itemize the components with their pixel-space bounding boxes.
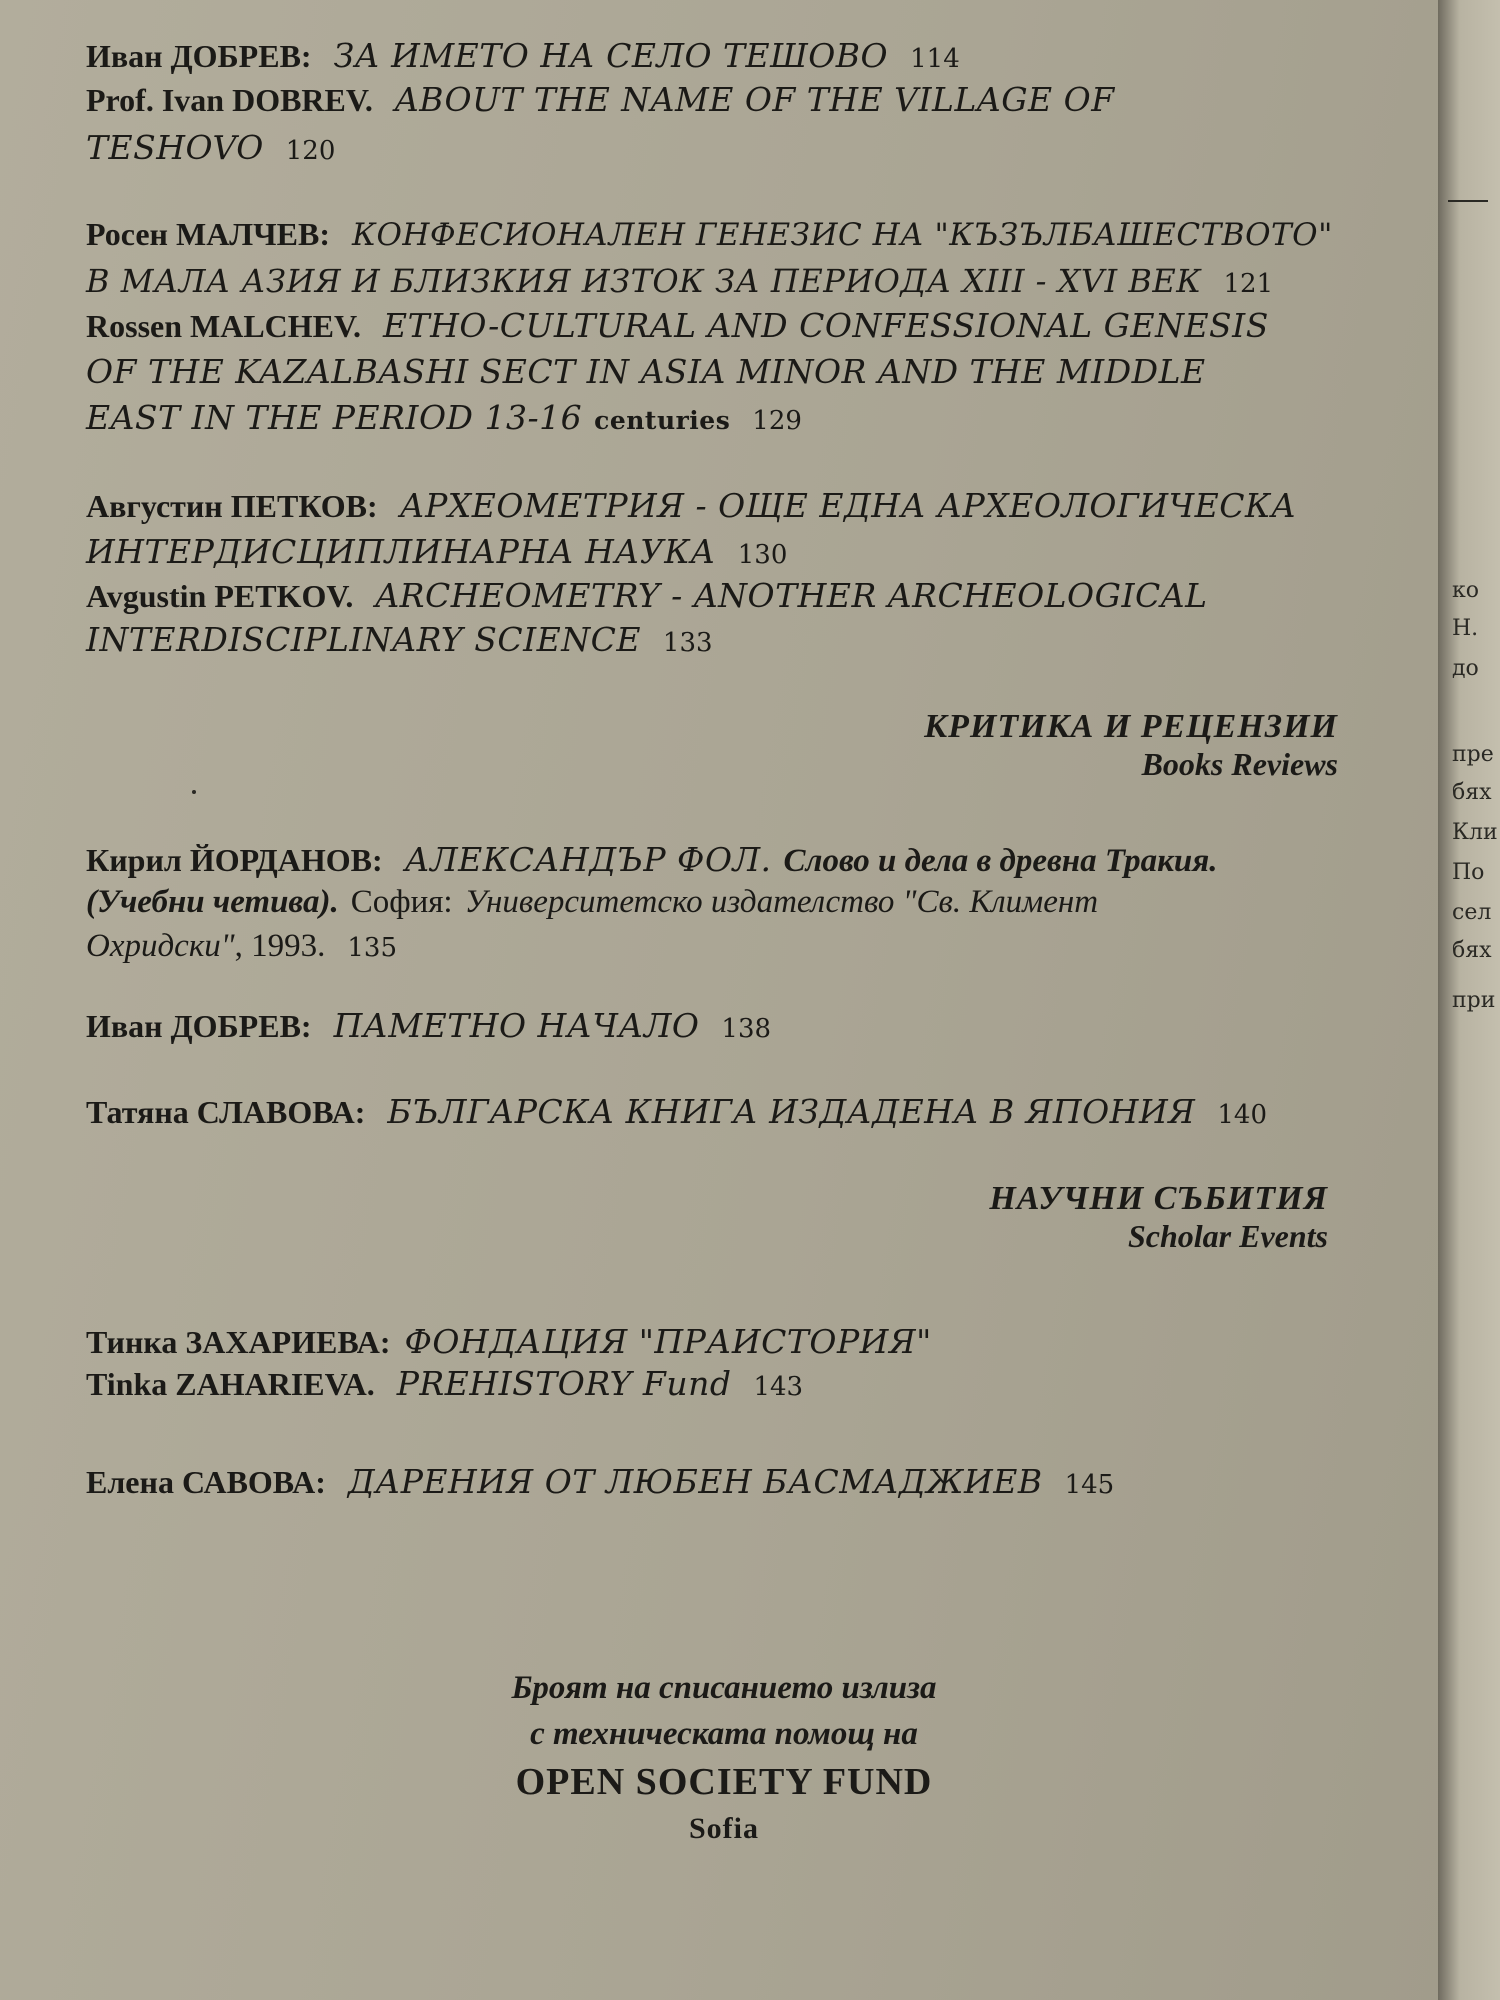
edge-fragment: Кли xyxy=(1452,820,1498,845)
toc-line xyxy=(86,216,1333,262)
author-name: Avgustin PETKOV. xyxy=(86,578,354,614)
toc-line xyxy=(86,128,336,174)
article-title: В МАЛА АЗИЯ И БЛИЗКИЯ ИЗТОК ЗА ПЕРИОДА XIII - XVI ВЕК xyxy=(86,262,1202,300)
toc-line xyxy=(86,1322,932,1368)
toc-line xyxy=(86,36,960,82)
author-name: Росен МАЛЧЕВ: xyxy=(86,216,330,252)
edge-fragment: Н. xyxy=(1452,616,1479,641)
author-name: Тинка ЗАХАРИЕВА: xyxy=(86,1324,391,1360)
article-title: OF THE KAZALBASHI SECT IN ASIA MINOR AND THE MIDDLE xyxy=(86,352,1206,391)
article-title: ABOUT THE NAME OF THE VILLAGE OF xyxy=(394,80,1115,119)
author-name: Tinka ZAHARIEVA. xyxy=(86,1366,375,1402)
edge-rule xyxy=(1448,200,1488,202)
article-title: ЗА ИМЕТО НА СЕЛО ТЕШОВО xyxy=(333,36,889,75)
section-title-en: Books Reviews xyxy=(1141,746,1338,782)
edge-fragment: сел xyxy=(1452,900,1492,925)
section-heading xyxy=(924,708,1338,783)
article-title: centuries xyxy=(594,406,731,435)
article-title: EAST IN THE PERIOD 13-16 xyxy=(86,398,583,437)
author-name: Кирил ЙОРДАНОВ: xyxy=(86,842,383,878)
section-title-bg: КРИТИКА И РЕЦЕНЗИИ xyxy=(924,708,1338,745)
page-number: 138 xyxy=(721,1014,772,1044)
edge-fragment: пре xyxy=(1452,742,1494,767)
toc-line xyxy=(86,840,1218,886)
publisher-name: Университетско издателство "Св. Климент xyxy=(464,884,1099,920)
sponsor-city: Sofia xyxy=(688,1812,759,1845)
publisher-city: София: xyxy=(350,884,453,920)
toc-line xyxy=(86,1364,804,1410)
author-name: Августин ПЕТКОВ: xyxy=(86,488,378,524)
book-title: Слово и дела в древна Тракия. xyxy=(783,843,1218,879)
page-number: 120 xyxy=(285,136,336,166)
section-heading xyxy=(989,1180,1328,1255)
author-name: Иван ДОБРЕВ: xyxy=(86,1008,312,1044)
toc-line xyxy=(86,398,802,444)
page-number: 145 xyxy=(1064,1470,1115,1500)
edge-fragment: бях xyxy=(1452,938,1492,963)
article-title: ETHO-CULTURAL AND CONFESSIONAL GENESIS xyxy=(383,306,1269,345)
publisher-name: Охридски" xyxy=(86,928,235,964)
toc-line xyxy=(86,1092,1268,1138)
stray-mark xyxy=(192,790,196,794)
toc-line xyxy=(86,620,713,666)
article-title: INTERDISCIPLINARY SCIENCE xyxy=(86,620,641,659)
sponsor-note xyxy=(0,1665,1448,1851)
author-name: Иван ДОБРЕВ: xyxy=(86,38,312,74)
page-number: 114 xyxy=(910,44,960,74)
toc-line xyxy=(86,1462,1115,1508)
book-series: (Учебни четива). xyxy=(86,884,339,920)
toc-line xyxy=(86,262,1274,308)
edge-fragment: По xyxy=(1452,860,1485,885)
toc-line xyxy=(86,80,1115,126)
article-title: ПАМЕТНО НАЧАЛО xyxy=(333,1006,700,1045)
toc-line xyxy=(86,352,1206,398)
edge-fragment: бях xyxy=(1452,780,1492,805)
article-title: ФОНДАЦИЯ "ПРАИСТОРИЯ" xyxy=(404,1322,932,1361)
toc-line xyxy=(86,486,1297,532)
toc-line xyxy=(86,928,398,974)
facing-page-edge xyxy=(1438,0,1500,2000)
sponsor-line-1: Броят на списанието излиза xyxy=(511,1670,937,1706)
article-title: ДАРЕНИЯ ОТ ЛЮБЕН БАСМАДЖИЕВ xyxy=(347,1462,1043,1501)
article-title: TESHOVO xyxy=(86,128,264,167)
page-number: 143 xyxy=(753,1372,804,1402)
toc-line xyxy=(86,576,1208,622)
author-name: Елена САВОВА: xyxy=(86,1464,326,1500)
section-title-en: Scholar Events xyxy=(1127,1218,1328,1254)
article-title: ARCHEOMETRY - ANOTHER ARCHEOLOGICAL xyxy=(375,576,1208,615)
edge-fragment: до xyxy=(1452,656,1479,681)
sponsor-line-2: с техническата помощ на xyxy=(530,1716,918,1752)
publication-year: , 1993. xyxy=(234,928,326,964)
article-title: ИНТЕРДИСЦИПЛИНАРНА НАУКА xyxy=(86,532,716,571)
section-title-bg: НАУЧНИ СЪБИТИЯ xyxy=(989,1180,1328,1217)
page-number: 129 xyxy=(752,406,802,436)
article-title: КОНФЕСИОНАЛЕН ГЕНЕЗИС НА "КЪЗЪЛБАШЕСТВОТО" xyxy=(351,217,1333,253)
page-number: 135 xyxy=(347,933,398,963)
page-number: 140 xyxy=(1217,1100,1268,1130)
page-number: 130 xyxy=(737,540,788,570)
sponsor-name: OPEN SOCIETY FUND xyxy=(515,1761,933,1803)
article-title: АЛЕКСАНДЪР ФОЛ. xyxy=(404,840,772,879)
edge-fragment: при xyxy=(1452,988,1496,1013)
author-name: Татяна СЛАВОВА: xyxy=(86,1094,366,1130)
author-name: Prof. Ivan DOBREV. xyxy=(86,82,373,118)
article-title: PREHISTORY Fund xyxy=(396,1364,732,1403)
article-title: БЪЛГАРСКА КНИГА ИЗДАДЕНА В ЯПОНИЯ xyxy=(387,1092,1196,1131)
page-number: 121 xyxy=(1223,269,1274,299)
edge-fragment: ко xyxy=(1452,578,1479,603)
toc-line xyxy=(86,1006,772,1052)
author-name: Rossen MALCHEV. xyxy=(86,308,361,344)
page-number: 133 xyxy=(662,628,713,658)
article-title: АРХЕОМЕТРИЯ - ОЩЕ ЕДНА АРХЕОЛОГИЧЕСКА xyxy=(399,486,1297,525)
toc-line xyxy=(86,532,788,578)
toc-line xyxy=(86,306,1269,352)
toc-line xyxy=(86,884,1098,930)
